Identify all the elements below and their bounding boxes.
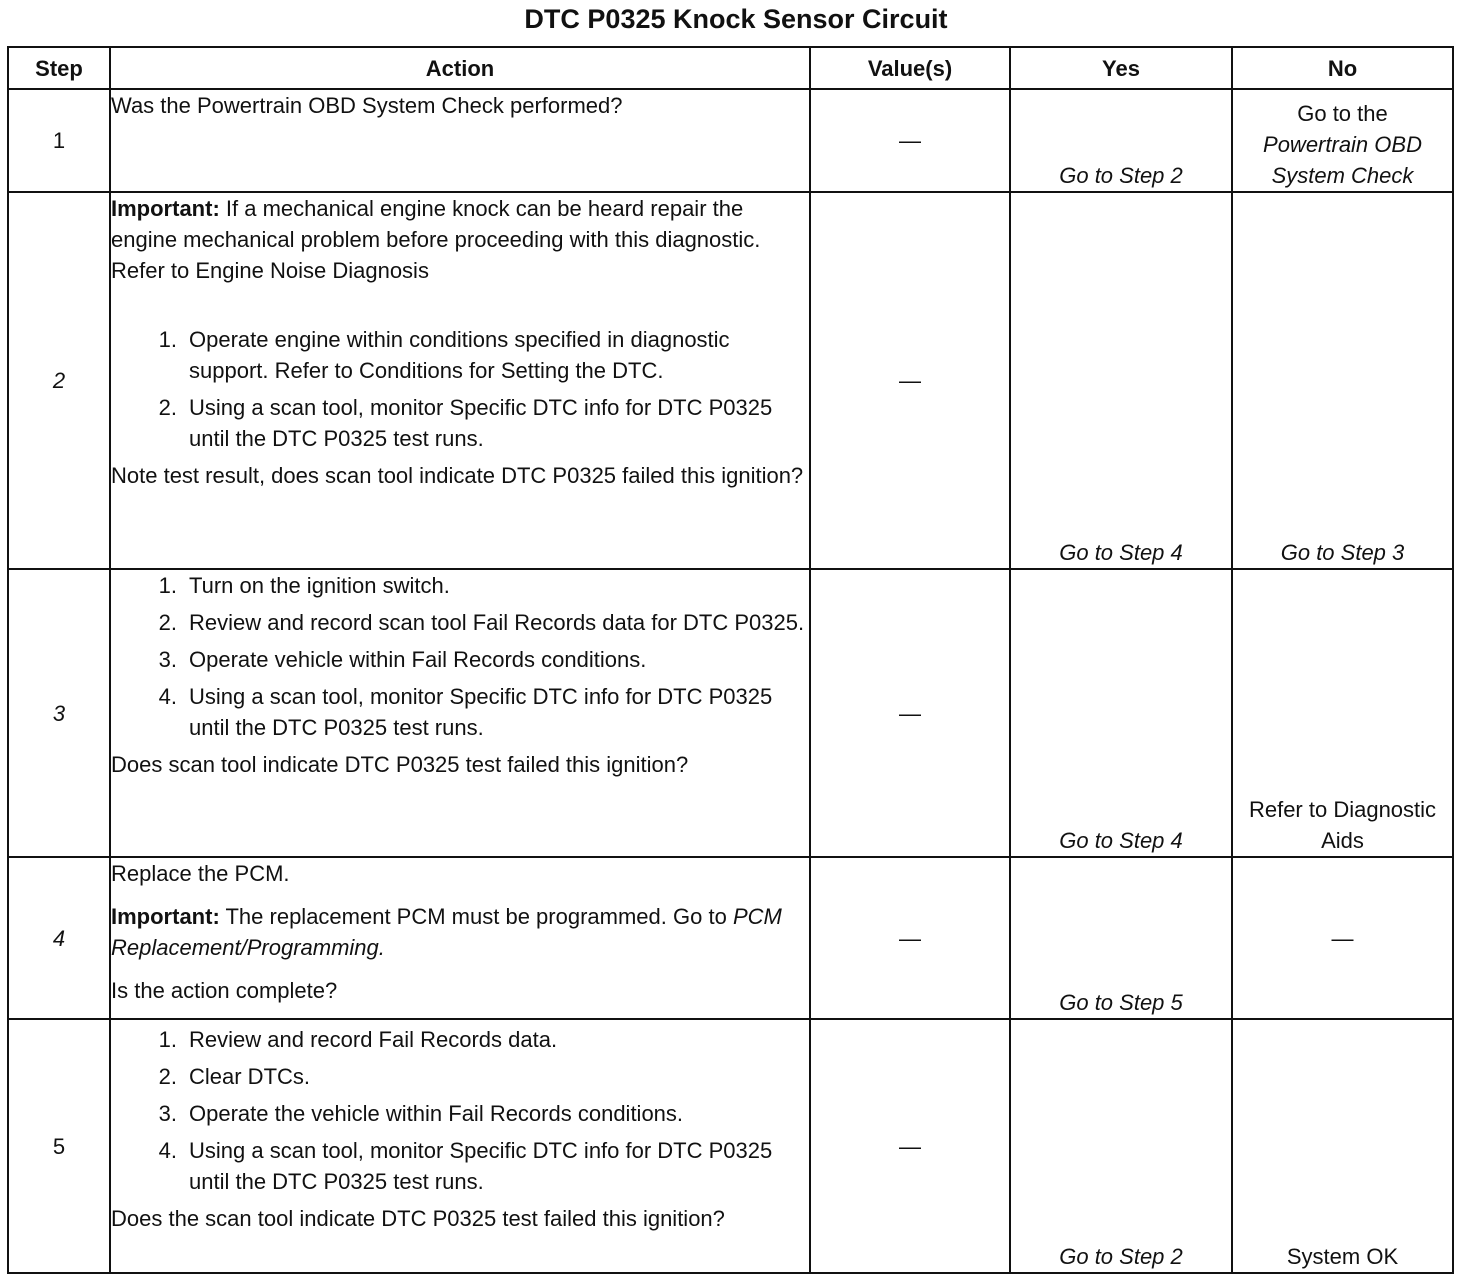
list-item-text: Review and record scan tool Fail Records data for DTC P0325. [189,610,805,635]
list-item-text: Review and record Fail Records data. [189,1027,558,1052]
no-text: Go to the [1297,101,1388,126]
step-number: 4 [8,857,110,1019]
value-cell: — [810,857,1010,1019]
step-number: 1 [8,89,110,192]
table-row [8,569,1453,857]
header-yes: Yes [1010,47,1232,89]
step-number: 2 [8,192,110,569]
no-cell: — [1232,857,1453,1019]
list-item-number: 4. [158,684,177,709]
value-cell: — [810,569,1010,857]
list-item-text: Operate engine within conditions specified in diagnostic support. Refer to Conditions for Setting the DTC. [189,327,730,383]
no-cell [1232,89,1453,192]
important-text: If a mechanical engine knock can be heard repair the engine mechanical problem before proceeding with this diagnostic. Refer to Engine Noise Diagnosis [111,196,761,283]
value-cell: — [810,192,1010,569]
value-cell: — [810,89,1010,192]
list-item [111,1061,809,1092]
header-no: No [1232,47,1453,89]
important-label: Important: [111,196,220,221]
list-item-text: Operate vehicle within Fail Records conditions. [189,647,647,672]
no-text: Refer to Diagnostic Aids [1232,569,1453,857]
table-row [8,857,1453,1019]
yes-link[interactable]: Go to Step 4 [1010,569,1232,857]
list-item [111,644,809,675]
list-item-text: Using a scan tool, monitor Specific DTC info for DTC P0325 until the DTC P0325 test runs. [189,1138,773,1194]
list-item [111,1098,809,1129]
list-item-number: 1. [158,1027,177,1052]
table-row [8,1019,1453,1273]
list-item [111,607,809,638]
action-question: Is the action complete? [111,978,338,1003]
list-item [111,392,809,454]
action-text: Replace the PCM. [111,861,290,886]
list-item-text: Clear DTCs. [189,1064,311,1089]
list-item-number: 1. [158,573,177,598]
list-item [111,1135,809,1197]
page-title: DTC P0325 Knock Sensor Circuit [524,4,948,34]
action-cell [110,1019,810,1273]
list-item [111,1024,809,1055]
no-link[interactable]: Powertrain OBD System Check [1263,132,1422,188]
list-item-number: 4. [158,1138,177,1163]
list-item-number: 3. [158,1101,177,1126]
step-list [111,570,809,743]
header-action: Action [110,47,810,89]
yes-link[interactable]: Go to Step 2 [1010,1019,1232,1273]
table-row [8,89,1453,192]
list-item [111,324,809,386]
action-cell [110,569,810,857]
action-question: Note test result, does scan tool indicate DTC P0325 failed this ignition? [111,463,804,488]
list-item-number: 2. [158,1064,177,1089]
action-question: Does the scan tool indicate DTC P0325 test failed this ignition? [111,1206,725,1231]
list-item [111,570,809,601]
action-cell [110,857,810,1019]
step-list [111,1024,809,1197]
list-item-text: Operate the vehicle within Fail Records conditions. [189,1101,684,1126]
important-label: Important: [111,904,220,929]
no-link[interactable]: Go to Step 3 [1232,192,1453,569]
list-item-number: 1. [158,327,177,352]
list-item [111,681,809,743]
pcm-programming-link[interactable]: PCM Replacement/Programming. [111,904,782,960]
yes-link[interactable]: Go to Step 5 [1010,857,1232,1019]
list-item-text: Using a scan tool, monitor Specific DTC info for DTC P0325 until the DTC P0325 test runs. [189,395,773,451]
yes-link[interactable]: Go to Step 4 [1010,192,1232,569]
action-question: Was the Powertrain OBD System Check performed? [111,93,623,118]
step-number: 5 [8,1019,110,1273]
action-question: Does scan tool indicate DTC P0325 test failed this ignition? [111,752,689,777]
important-text: The replacement PCM must be programmed. Go to [225,904,727,929]
header-step: Step [8,47,110,89]
list-item-number: 2. [158,395,177,420]
table-row [8,192,1453,569]
no-text: System OK [1232,1019,1453,1273]
header-value: Value(s) [810,47,1010,89]
action-cell [110,89,810,192]
action-cell [110,192,810,569]
diagnostic-table [7,46,1454,1274]
list-item-text: Turn on the ignition switch. [189,573,450,598]
step-number: 3 [8,569,110,857]
header-row [8,47,1453,89]
list-item-number: 2. [158,610,177,635]
list-item-number: 3. [158,647,177,672]
yes-link[interactable]: Go to Step 2 [1010,89,1232,192]
value-cell: — [810,1019,1010,1273]
list-item-text: Using a scan tool, monitor Specific DTC info for DTC P0325 until the DTC P0325 test runs. [189,684,773,740]
step-list [111,324,809,454]
